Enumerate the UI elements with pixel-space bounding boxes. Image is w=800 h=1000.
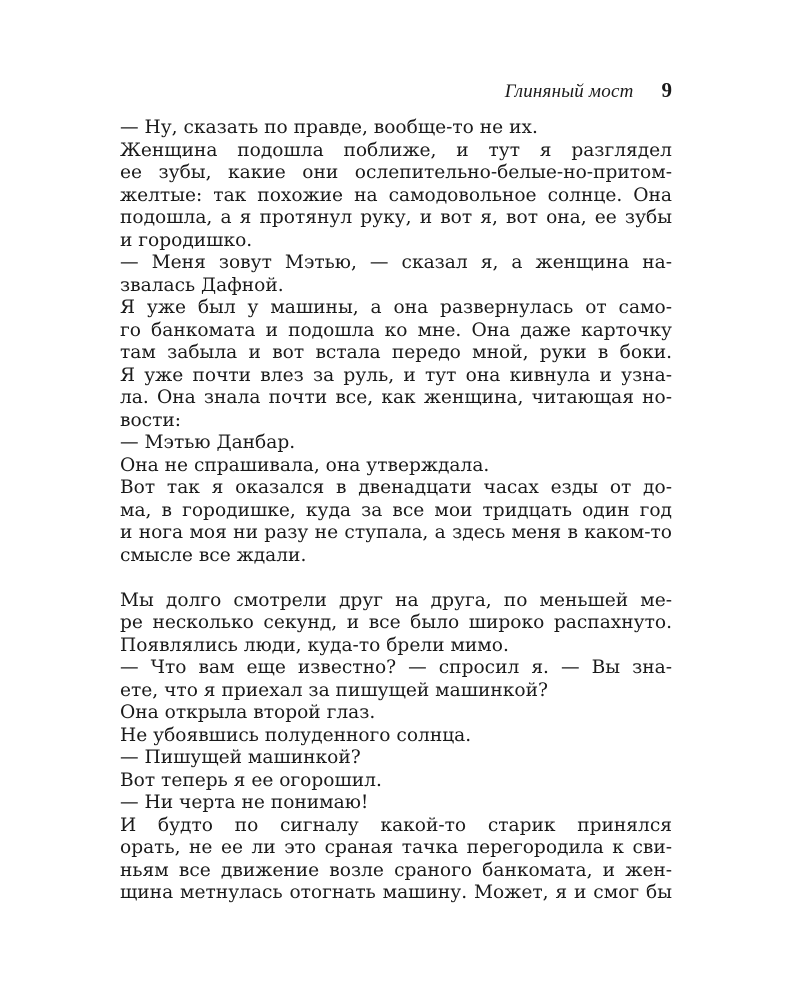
text-line: го банкомата и подошла ко мне. Она даже карточку [120,319,672,341]
text-line: щина метнулась отогнать машину. Может, я и смог бы [120,882,672,903]
text-line: и нога моя ни разу не ступала, а здесь меня в каком-то [120,522,672,543]
text-line: Я уже почти влез за руль, и тут она кивнула и узна- [120,364,672,386]
text-line: Вот теперь я ее огорошил. [120,769,382,791]
text-line: Вот так я оказался в двенадцати часах езды от до- [120,477,672,498]
text-line: звалась Дафной. [120,274,284,296]
text-line: там забыла и вот встала передо мной, руки в боки. [120,342,672,363]
text-line: ете, что я приехал за пишущей машинкой? [120,679,548,701]
text-line: смысле все ждали. [120,544,307,566]
text-line: Не убоявшись полуденного солнца. [120,724,472,746]
text-line: ньям все движение возле сраного банкомата, и жен- [120,859,672,881]
text-line: ре несколько секунд, и все было широко распахнуто. [120,612,672,633]
text-line: — Что вам еще известно? — спросил я. — Вы зна- [120,657,672,678]
running-head [120,78,672,104]
text-line: Она не спрашивала, она утверждала. [120,454,490,476]
body-text [120,117,672,905]
text-line: Мы долго смотрели друг на друга, по меньшей ме- [120,589,672,611]
text-line: и городишко. [120,229,253,251]
text-line: — Пишущей машинкой? [120,747,361,768]
text-line: И будто по сигналу какой-то старик принялся [120,814,672,836]
text-line: желтые: так похожие на самодовольное солнце. Она [120,184,672,206]
paragraph-gap [120,567,672,590]
text-line: — Мэтью Данбар. [120,432,296,453]
text-line: ма, в городишке, куда за все мои тридцать один год [120,499,672,521]
page-number: 9 [661,78,672,102]
text-line: — Ни черта не понимаю! [120,792,369,813]
text-line: подошла, а я протянул руку, и вот я, вот она, ее зубы [120,207,672,228]
text-line: ла. Она знала почти все, как женщина, читающая но- [120,387,672,408]
text-line: Я уже был у машины, а она развернулась от само- [120,297,672,318]
book-title: Глиняный мост [504,81,634,102]
text-line: вости: [120,409,182,431]
text-line: Она открыла второй глаз. [120,702,376,723]
text-line: орать, не ее ли это сраная тачка перегородила к сви- [120,837,672,858]
text-line: Женщина подошла поближе, и тут я разглядел [120,139,672,161]
text-line: — Ну, сказать по правде, вообще-то не их. [120,117,538,138]
text-line: Появлялись люди, куда-то брели мимо. [120,634,509,656]
text-line: — Меня зовут Мэтью, — сказал я, а женщина на- [120,252,672,273]
text-line: ее зубы, какие они ослепительно-белые-но-притом- [120,162,672,183]
